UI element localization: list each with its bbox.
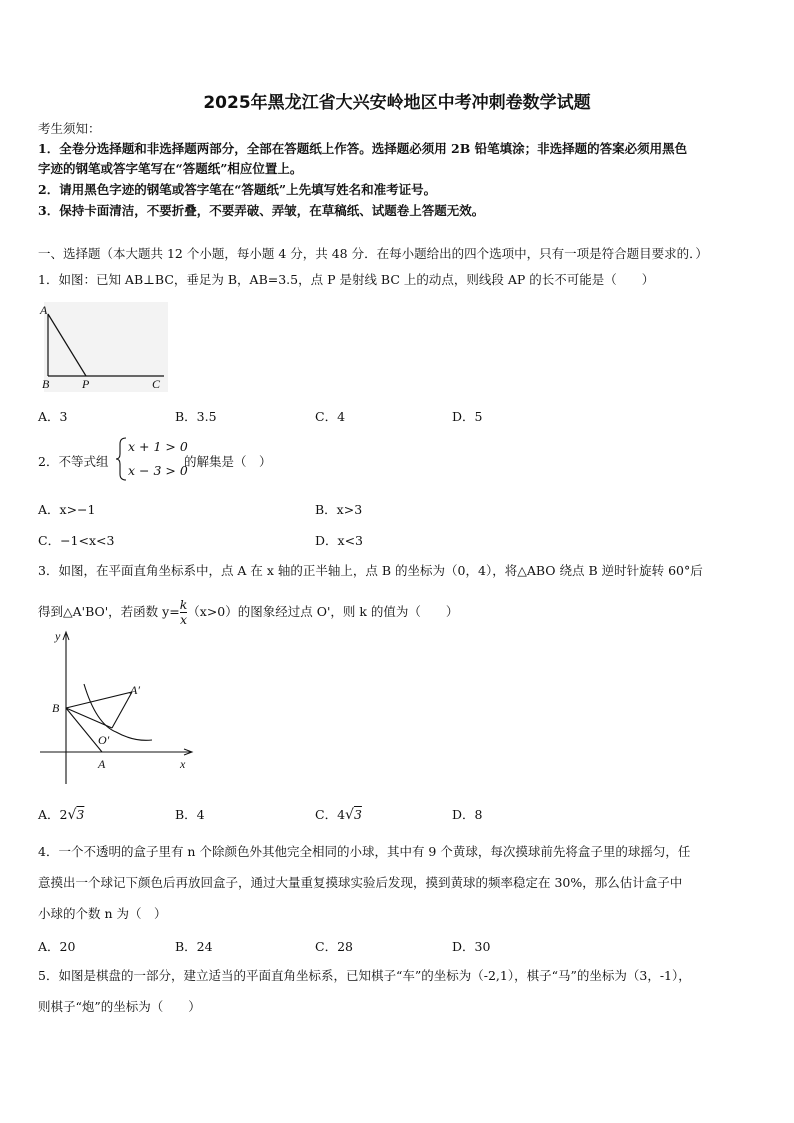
notice-heading: 考生须知： <box>38 121 101 136</box>
question-3-line-2-prefix: 得到△A'BO'，若函数 y= <box>38 604 180 619</box>
question-1-option-a[interactable]: A．3 <box>38 409 68 424</box>
label-a: A <box>98 757 106 771</box>
notice-item-1-line-2: 字迹的钢笔或答字笔写在“答题纸”相应位置上。 <box>38 161 303 176</box>
inequality-2: x − 3 > 0 <box>128 463 188 478</box>
inequality-1: x + 1 > 0 <box>128 439 188 454</box>
label-p: P <box>82 377 90 391</box>
question-2-option-c[interactable]: C．−1<x<3 <box>38 533 115 548</box>
question-5-line-2: 则棋子“炮”的坐标为（ ） <box>38 999 201 1014</box>
section-heading: 一、选择题（本大题共 12 个小题，每小题 4 分，共 48 分．在每小题给出的四个选项中，只有一项是符合题目要求的．） <box>38 246 708 261</box>
question-4-option-c[interactable]: C．28 <box>315 939 353 954</box>
question-2-suffix: 的解集是（ ） <box>184 454 272 469</box>
hyperbola-curve <box>84 684 152 740</box>
question-4-line-1: 4．一个不透明的盒子里有 n 个除颜色外其他完全相同的小球，其中有 9 个黄球，每次摸球前先将盒子里的球摇匀，任 <box>38 844 691 859</box>
question-1-stem: 1．如图：已知 AB⊥BC，垂足为 B，AB=3.5，点 P 是射线 BC 上的动点，则线段 AP 的长不可能是（ ） <box>38 272 655 287</box>
sqrt-icon: √ <box>345 807 354 823</box>
fraction-numerator: k <box>179 597 188 612</box>
sqrt-icon: √ <box>67 807 77 823</box>
question-5-line-1: 5．如图是棋盘的一部分，建立适当的平面直角坐标系，已知棋子“车”的坐标为（-2,1），棋子“马”的坐标为（3，-1）， <box>38 968 691 983</box>
question-3-figure <box>36 624 196 796</box>
question-1-option-b[interactable]: B．3.5 <box>175 409 217 424</box>
question-3-line-1: 3．如图，在平面直角坐标系中，点 A 在 x 轴的正半轴上，点 B 的坐标为（0，4），将△ABO 绕点 B 逆时针旋转 60°后 <box>38 563 703 578</box>
notice-item-2: 2．请用黑色字迹的钢笔或答字笔在“答题纸”上先填写姓名和准考证号。 <box>38 182 437 197</box>
fraction-denominator: x <box>179 612 187 627</box>
option-c-text: C．4 <box>315 807 346 822</box>
question-4-line-2: 意摸出一个球记下颜色后再放回盒子，通过大量重复摸球实验后发现，摸到黄球的频率稳定在 30%，那么估计盒子中 <box>38 875 683 890</box>
question-2-option-b[interactable]: B．x>3 <box>315 502 363 517</box>
question-3-option-c[interactable] <box>315 805 362 823</box>
question-2-prefix: 2．不等式组 <box>38 454 109 469</box>
question-4-option-a[interactable]: A．20 <box>38 939 76 954</box>
label-y: y <box>55 629 61 643</box>
segment-a1o1 <box>112 692 132 728</box>
question-1-figure <box>36 302 170 394</box>
question-3-line-2-suffix: （x>0）的图象经过点 O'，则 k 的值为（ ） <box>187 604 459 619</box>
label-c: C <box>152 377 161 391</box>
question-4-option-d[interactable]: D．30 <box>452 939 491 954</box>
question-4-line-3: 小球的个数 n 为（ ） <box>38 906 167 921</box>
label-b: B <box>42 377 50 391</box>
label-a-prime: A′ <box>130 683 140 697</box>
notice-item-3: 3．保持卡面清洁，不要折叠，不要弄破、弄皱，在草稿纸、试题卷上答题无效。 <box>38 203 485 218</box>
option-a-radicand: 3 <box>76 807 85 822</box>
question-3-option-a[interactable] <box>38 805 84 823</box>
page-title: 2025年黑龙江省大兴安岭地区中考冲刺卷数学试题 <box>203 93 591 113</box>
question-2-option-a[interactable]: A．x>−1 <box>38 502 96 517</box>
option-a-text: A．2 <box>38 807 68 822</box>
system-brace-icon <box>114 436 128 482</box>
question-2-option-d[interactable]: D．x<3 <box>315 533 363 548</box>
option-c-radicand: 3 <box>353 807 362 822</box>
question-3-option-b[interactable]: B．4 <box>175 807 205 822</box>
question-1-option-d[interactable]: D．5 <box>452 409 483 424</box>
question-3-line-2 <box>38 598 458 627</box>
notice-item-1-line-1: 1．全卷分选择题和非选择题两部分，全部在答题纸上作答。选择题必须用 2B 铅笔填涂；非选择题的答案必须用黑色 <box>38 141 688 156</box>
label-o-prime: O′ <box>98 733 110 747</box>
label-b: B <box>52 701 60 715</box>
question-1-option-c[interactable]: C．4 <box>315 409 346 424</box>
segment-ba1 <box>66 692 132 708</box>
label-x: x <box>180 757 186 771</box>
figure-background <box>44 302 168 392</box>
label-a: A <box>40 303 48 317</box>
question-3-option-d[interactable]: D．8 <box>452 807 483 822</box>
question-4-option-b[interactable]: B．24 <box>175 939 213 954</box>
